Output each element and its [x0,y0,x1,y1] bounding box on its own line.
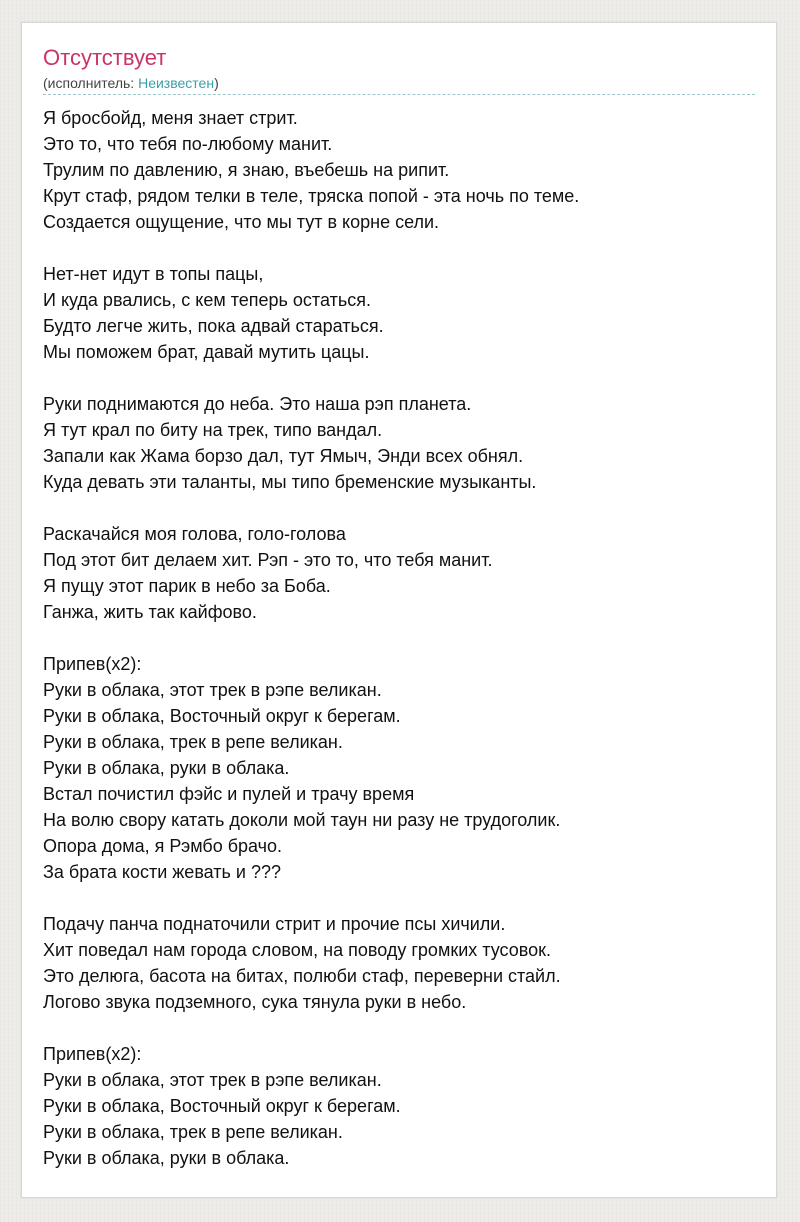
lyric-line: Я тут крал по биту на трек, типо вандал. [43,420,383,440]
artist-prefix: (исполнитель: [43,75,139,91]
lyric-line: Ганжа, жить так кайфово. [43,602,257,622]
lyric-line: Под этот бит делаем хит. Рэп - это то, что тебя манит. [43,550,493,570]
lyric-line: Раскачайся моя голова, голо-голова [43,524,346,544]
lyric-line: Мы поможем брат, давай мутить цацы. [43,342,370,362]
lyric-line: Припев(x2): [43,1044,142,1064]
lyric-line [43,365,763,391]
lyric-line: Хит поведал нам города словом, на поводу громких тусовок. [43,940,551,960]
lyric-line: Руки поднимаются до неба. Это наша рэп планета. [43,394,472,414]
lyric-line: Руки в облака, этот трек в рэпе великан. [43,680,382,700]
lyrics-text [43,105,763,1171]
lyric-line: Я бросбойд, меня знает стрит. [43,108,298,128]
lyric-line: И куда рвались, с кем теперь остаться. [43,290,371,310]
lyric-line [43,1015,763,1041]
lyrics-card [21,22,777,1198]
song-title: Отсутствует [43,45,167,70]
lyric-line: Опора дома, я Рэмбо брачо. [43,836,283,856]
lyric-line [43,625,763,651]
lyric-line: Логово звука подземного, сука тянула руки в небо. [43,992,467,1012]
lyric-line: Припев(x2): [43,654,142,674]
lyric-line: Руки в облака, этот трек в рэпе великан. [43,1070,382,1090]
lyric-line: Трулим по давлению, я знаю, въебешь на рипит. [43,160,450,180]
lyric-line: Встал почистил фэйс и пулей и трачу время [43,784,415,804]
lyric-line: Будто легче жить, пока адвай стараться. [43,316,384,336]
lyric-line [43,235,763,261]
lyric-line: Подачу панча поднаточили стрит и прочие псы хичили. [43,914,506,934]
artist-suffix: ) [214,75,219,91]
artist-link[interactable]: Неизвестен [138,75,215,91]
lyric-line: Руки в облака, руки в облака. [43,758,290,778]
lyric-line: На волю свору катать доколи мой таун ни разу не трудоголик. [43,810,561,830]
lyric-line: Я пущу этот парик в небо за Боба. [43,576,331,596]
lyric-line: Руки в облака, Восточный округ к берегам. [43,706,401,726]
header-divider [43,94,755,95]
lyric-line: Руки в облака, трек в репе великан. [43,732,343,752]
lyric-line: Нет-нет идут в топы пацы, [43,264,264,284]
lyric-line: Руки в облака, трек в репе великан. [43,1122,343,1142]
lyric-line: Руки в облака, Восточный округ к берегам. [43,1096,401,1116]
lyric-line: Это делюга, басота на битах, полюби стаф, переверни стайл. [43,966,561,986]
lyric-line: Запали как Жама борзо дал, тут Ямыч, Энди всех обнял. [43,446,524,466]
lyric-line: Крут стаф, рядом телки в теле, тряска попой - эта ночь по теме. [43,186,580,206]
artist-line [43,74,219,92]
lyric-line: Это то, что тебя по-любому манит. [43,134,333,154]
lyric-line: Создается ощущение, что мы тут в корне сели. [43,212,440,232]
lyric-line: Руки в облака, руки в облака. [43,1148,290,1168]
lyric-line [43,885,763,911]
lyric-line: За брата кости жевать и ??? [43,862,281,882]
lyric-line [43,495,763,521]
lyric-line: Куда девать эти таланты, мы типо бременские музыканты. [43,472,537,492]
